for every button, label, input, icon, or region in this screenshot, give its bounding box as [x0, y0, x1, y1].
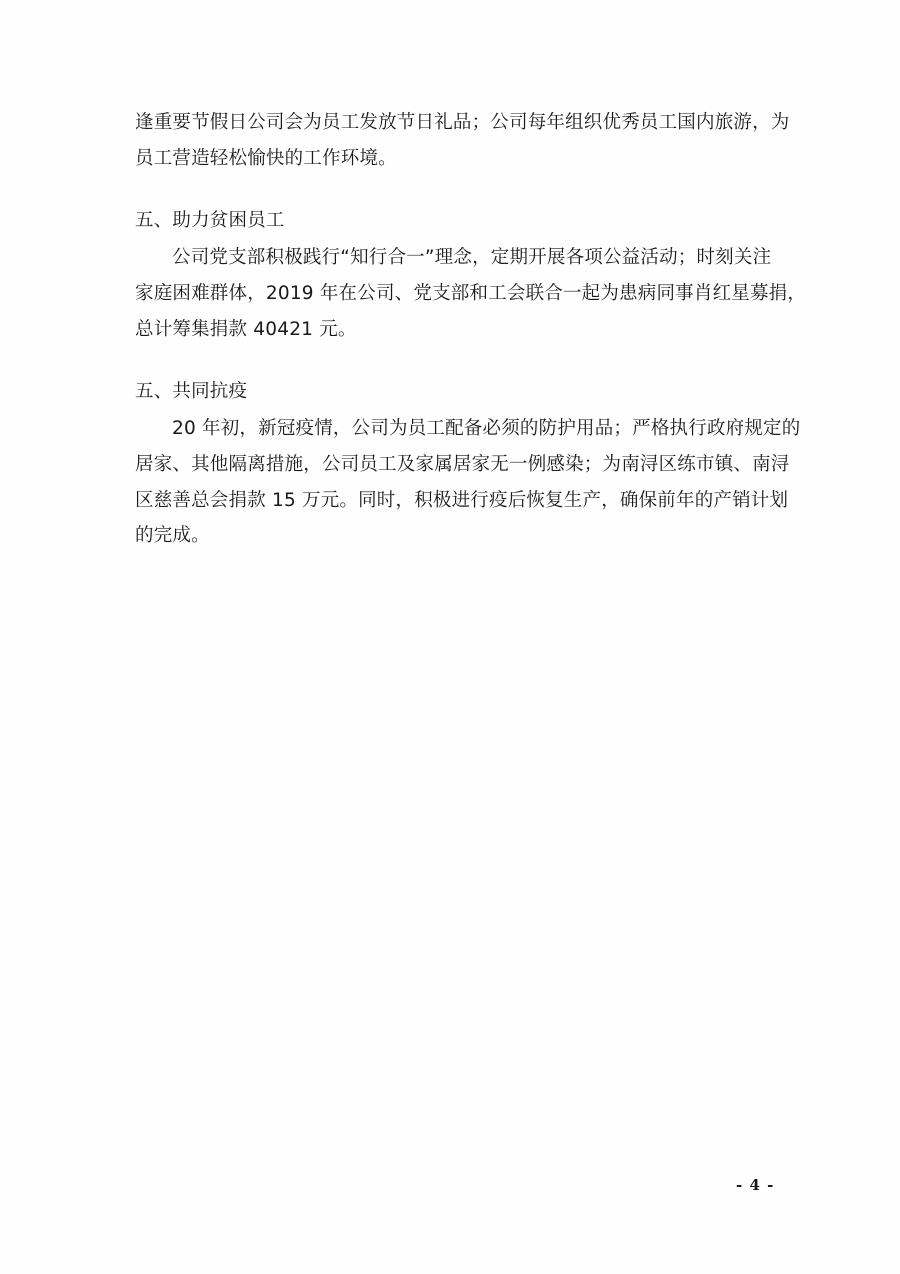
intro-line-2: 员工营造轻松愉快的工作环境。	[135, 148, 397, 169]
epidemic-line-3: 区慈善总会捐款 15 万元。同时，积极进行疫后恢复生产，确保前年的产销计划	[135, 490, 789, 511]
section-heading-epidemic: 五、共同抗疫	[135, 381, 248, 402]
epidemic-line-4: 的完成。	[135, 525, 210, 546]
epidemic-line-1: 20 年初，新冠疫情，公司为员工配备必须的防护用品；严格执行政府规定的	[172, 418, 801, 439]
intro-line-1: 逢重要节假日公司会为员工发放节日礼品；公司每年组织优秀员工国内旅游，为	[135, 112, 790, 133]
page-number: - 4 -	[736, 1176, 775, 1194]
epidemic-line-2: 居家、其他隔离措施，公司员工及家属居家无一例感染；为南浔区练市镇、南浔	[135, 454, 790, 475]
section-heading-poverty: 五、助力贫困员工	[135, 210, 285, 231]
poverty-line-2: 家庭困难群体，2019 年在公司、党支部和工会联合一起为患病同事肖红星募捐，	[135, 283, 807, 304]
poverty-line-1: 公司党支部积极践行“知行合一”理念，定期开展各项公益活动；时刻关注	[172, 247, 772, 268]
poverty-line-3: 总计筹集捐款 40421 元。	[135, 319, 357, 340]
